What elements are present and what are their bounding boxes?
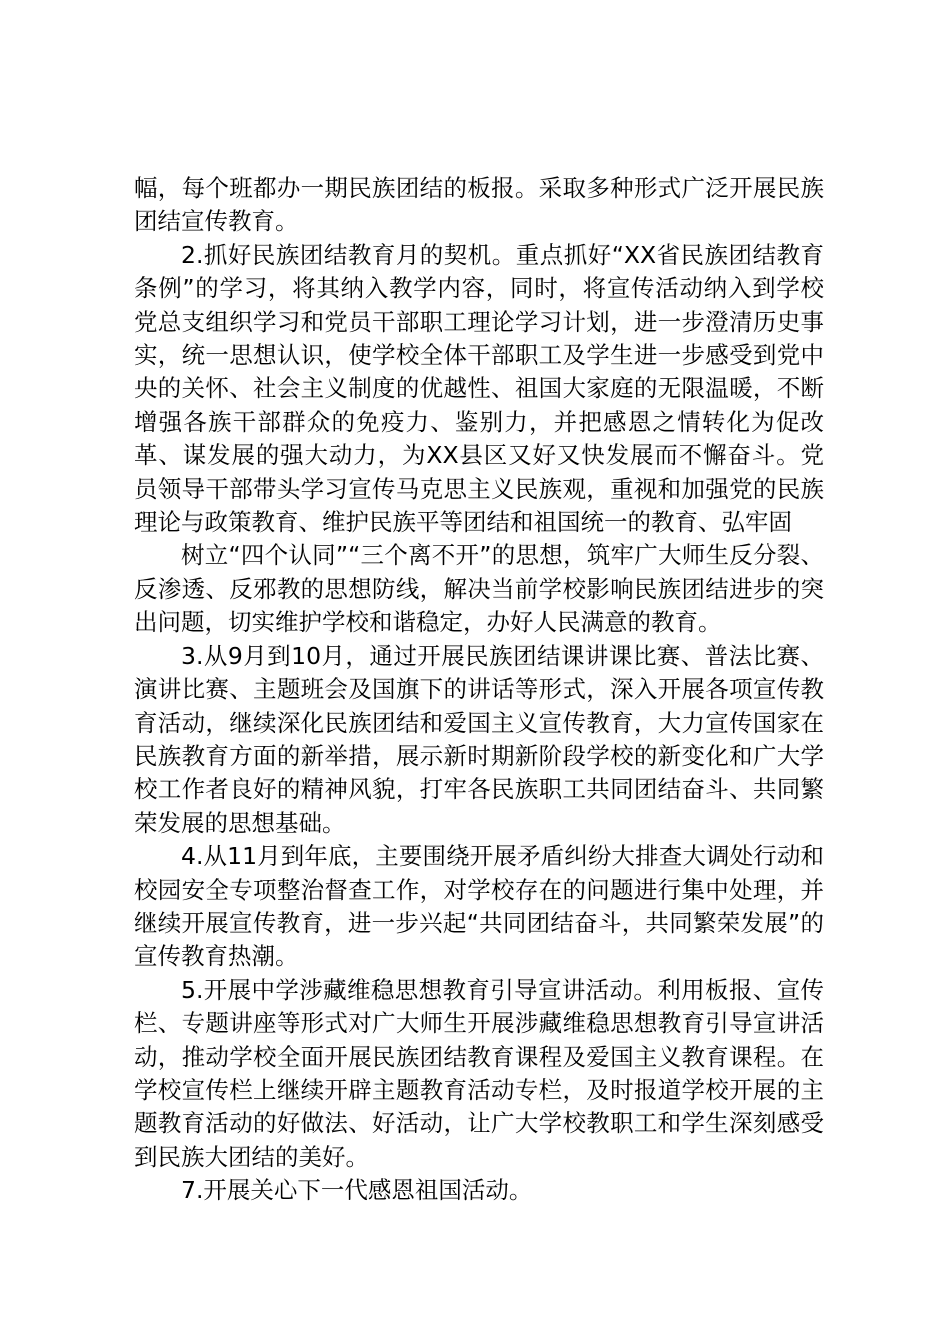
paragraph-item-5: 5.开展中学涉藏维稳思想教育引导宣讲活动。利用板报、宣传栏、专题讲座等形式对广大师生开展涉藏维稳思想教育引导宣讲活动，推动学校全面开展民族团结教育课程及爱国主义教育课程。在学校宣传栏上继续开辟主题教育活动专栏，及时报道学校开展的主题教育活动的好做法、好活动，让广大学校教职工和学生深刻感受到民族大团结的美好。 <box>134 975 824 1171</box>
paragraph-item-2: 2.抓好民族团结教育月的契机。重点抓好“XX省民族团结教育条例”的学习，将其纳入教学内容，同时，将宣传活动纳入到学校党总支组织学习和党员干部职工理论学习计划，进一步澄清历史事实，统一思想认识，使学校全体干部职工及学生进一步感受到党中央的关怀、社会主义制度的优越性、祖国大家庭的无限温暖，不断增强各族干部群众的免疫力、鉴别力，并把感恩之情转化为促改革、谋发展的强大动力，为XX县区又好又快发展而不懈奋斗。党员领导干部带头学习宣传马克思主义民族观，重视和加强党的民族理论与政策教育、维护民族平等团结和祖国统一的教育、弘牢固 <box>134 240 824 537</box>
paragraph-item-7: 7.开展关心下一代感恩祖国活动。 <box>181 1176 533 1205</box>
paragraph-item-4: 4.从11月到年底，主要围绕开展矛盾纠纷大排查大调处行动和校园安全专项整治督查工作，对学校存在的问题进行集中处理，并继续开展宣传教育，进一步兴起“共同团结奋斗，共同繁荣发展”的宣传教育热潮。 <box>134 842 824 971</box>
paragraph-continuation: 幅，每个班都办一期民族团结的板报。采取多种形式广泛开展民族团结宣传教育。 <box>134 174 824 236</box>
paragraph-item-3: 3.从9月到10月，通过开展民族团结课讲课比赛、普法比赛、演讲比赛、主题班会及国旗下的讲话等形式，深入开展各项宣传教育活动，继续深化民族团结和爱国主义宣传教育，大力宣传国家在民族教育方面的新举措，展示新时期新阶段学校的新变化和广大学校工作者良好的精神风貌，打牢各民族职工共同团结奋斗、共同繁荣发展的思想基础。 <box>134 641 824 837</box>
paragraph-item-2-continued: 树立“四个认同”“三个离不开”的思想，筑牢广大师生反分裂、反渗透、反邪教的思想防线，解决当前学校影响民族团结进步的突出问题，切实维护学校和谐稳定，办好人民满意的教育。 <box>134 541 824 637</box>
document-body <box>134 172 824 1208</box>
